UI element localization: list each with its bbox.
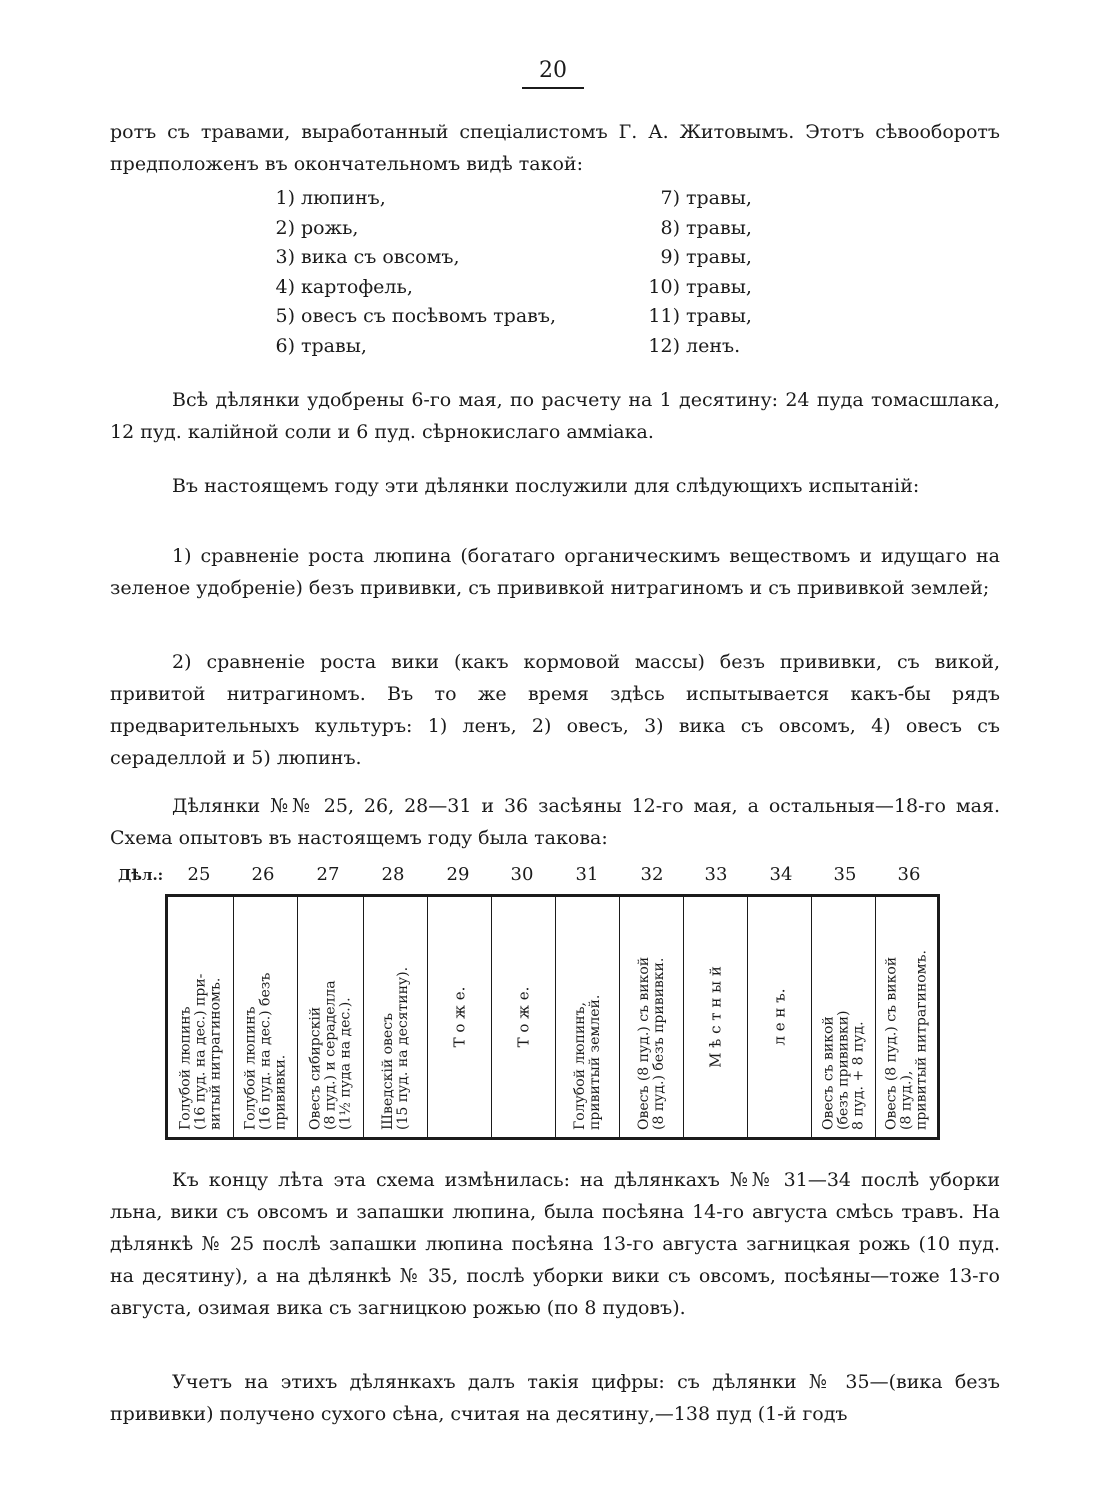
- plot-description: Овесъ сибирскій (8 пуд.) и сераделла (1½ пуда на дес.).: [307, 980, 353, 1130]
- rotation-item: 11) травы,: [648, 305, 752, 327]
- plot-number: 35: [833, 864, 857, 885]
- rotation-list-left: [265, 184, 556, 361]
- plot-cell-35: [812, 897, 876, 1137]
- plot-description: Овесъ съ викой (безъ прививки) 8 пуд. + 8 пуд.: [820, 1010, 866, 1130]
- plot-cell-28: [364, 897, 428, 1137]
- yield-paragraph: Учетъ на этихъ дѣлянкахъ далъ такія цифры: съ дѣлянки № 35—(вика безъ прививки) получено сухого сѣна, считая на десятину,—138 пуд (1-й годъ: [110, 1371, 1000, 1425]
- intro-paragraph: ротъ съ травами, выработанный спеціалистомъ Г. А. Житовымъ. Этотъ сѣвооборотъ предположенъ въ окончательномъ видѣ такой:: [110, 121, 1000, 175]
- plot-description: М ѣ с т н ы й: [706, 966, 724, 1068]
- plot-number: 28: [381, 864, 405, 885]
- plot-description: Шведскій овесъ (15 пуд. на десятину).: [379, 966, 411, 1130]
- rotation-item: 10) травы,: [648, 275, 752, 298]
- plot-description: Овесъ (8 пуд.) съ викой (8 пуд.) безъ прививки.: [635, 956, 667, 1130]
- experiment-scheme-table: [165, 894, 940, 1140]
- plot-description: Т о ж е.: [450, 986, 468, 1048]
- plot-cell-36: [876, 897, 937, 1137]
- rotation-item: 3) вика съ овсомъ,: [275, 246, 460, 268]
- plot-number: 25: [187, 864, 211, 885]
- fertilizer-paragraph: Всѣ дѣлянки удобрены 6-го мая, по расчету на 1 десятину: 24 пуда томасшлака, 12 пуд. калійной соли и 6 пуд. сѣрнокислаго амміака.: [110, 389, 1000, 443]
- plot-cell-33: [684, 897, 748, 1137]
- plot-description: Голубой люпинъ (16 пуд. на дес.) безъ прививки.: [242, 972, 288, 1130]
- plot-number: 34: [769, 864, 793, 885]
- plot-cell-26: [234, 897, 298, 1137]
- plot-cell-29: [428, 897, 492, 1137]
- sowing-paragraph: Дѣлянки №№ 25, 26, 28—31 и 36 засѣяны 12-го мая, а остальныя—18-го мая. Схема опытовъ въ настоящемъ году была такова:: [110, 795, 1000, 849]
- changes-paragraph: Къ концу лѣта эта схема измѣнилась: на дѣлянкахъ №№ 31—34 послѣ уборки льна, вики съ овсомъ и запашки люпина, была посѣяна 14-го августа смѣсь травъ. На дѣлянкѣ № 25 послѣ запашки люпина посѣяна 13-го августа загницкая рожь (10 пуд. на десятину), а на дѣлянкѣ № 35, послѣ уборки вики съ овсомъ, посѣяны—тоже 13-го августа, озимая вика съ загницкою рожью (по 8 пудовъ).: [110, 1169, 1000, 1319]
- plot-cell-34: [748, 897, 812, 1137]
- rotation-item: 6) травы,: [275, 334, 367, 357]
- rotation-item: 12) ленъ.: [648, 334, 741, 357]
- test-2-paragraph: 2) сравненіе роста вики (какъ кормовой массы) безъ прививки, съ викой, привитой нитрагиномъ. Въ то же время здѣсь испытывается какъ-бы рядъ предварительныхъ культуръ: 1) ленъ, 2) овесъ, 3) вика съ овсомъ, 4) овесъ съ сераделлой и 5) люпинъ.: [110, 651, 1000, 769]
- plot-number: 26: [251, 864, 275, 885]
- plot-description: Овесъ (8 пуд.) съ викой (8 пуд.), привитый нитрагиномъ.: [883, 950, 929, 1130]
- plot-number: 32: [640, 864, 664, 885]
- plot-cell-31: [556, 897, 620, 1137]
- page-number: 20: [522, 58, 584, 89]
- plot-description: Голубой люпинъ (16 пуд. на дес.) при- витый нитрагиномъ.: [177, 973, 223, 1130]
- plot-cell-30: [492, 897, 556, 1137]
- plot-number: 30: [510, 864, 534, 885]
- plot-number: 31: [575, 864, 599, 885]
- plot-description: л е н ъ.: [770, 988, 788, 1046]
- plot-cell-25: [168, 897, 234, 1137]
- rotation-item: 9) травы,: [660, 246, 752, 268]
- rotation-item: 1) люпинъ,: [275, 187, 386, 209]
- plot-label: Дѣл.:: [118, 866, 164, 884]
- plot-number-row: [165, 864, 945, 888]
- rotation-item: 7) травы,: [660, 187, 752, 209]
- plot-number: 36: [897, 864, 921, 885]
- plot-description: Голубой люпинъ, привитый землей.: [571, 994, 603, 1130]
- plot-cell-32: [620, 897, 684, 1137]
- tests-intro-paragraph: Въ настоящемъ году эти дѣлянки послужили для слѣдующихъ испытаній:: [172, 475, 920, 497]
- plot-number: 27: [316, 864, 340, 885]
- rotation-item: 4) картофель,: [275, 275, 413, 298]
- rotation-list-right: [640, 184, 752, 361]
- plot-number: 29: [446, 864, 470, 885]
- plot-cell-27: [298, 897, 364, 1137]
- rotation-item: 8) травы,: [660, 216, 752, 239]
- rotation-item: 2) рожь,: [275, 216, 359, 239]
- rotation-item: 5) овесъ съ посѣвомъ травъ,: [275, 305, 556, 327]
- test-1-paragraph: 1) сравненіе роста люпина (богатаго органическимъ веществомъ и идущаго на зеленое удобреніе) безъ прививки, съ прививкой нитрагиномъ и съ прививкой землей;: [110, 545, 1000, 599]
- plot-description: Т о ж е.: [514, 986, 532, 1048]
- plot-number: 33: [704, 864, 728, 885]
